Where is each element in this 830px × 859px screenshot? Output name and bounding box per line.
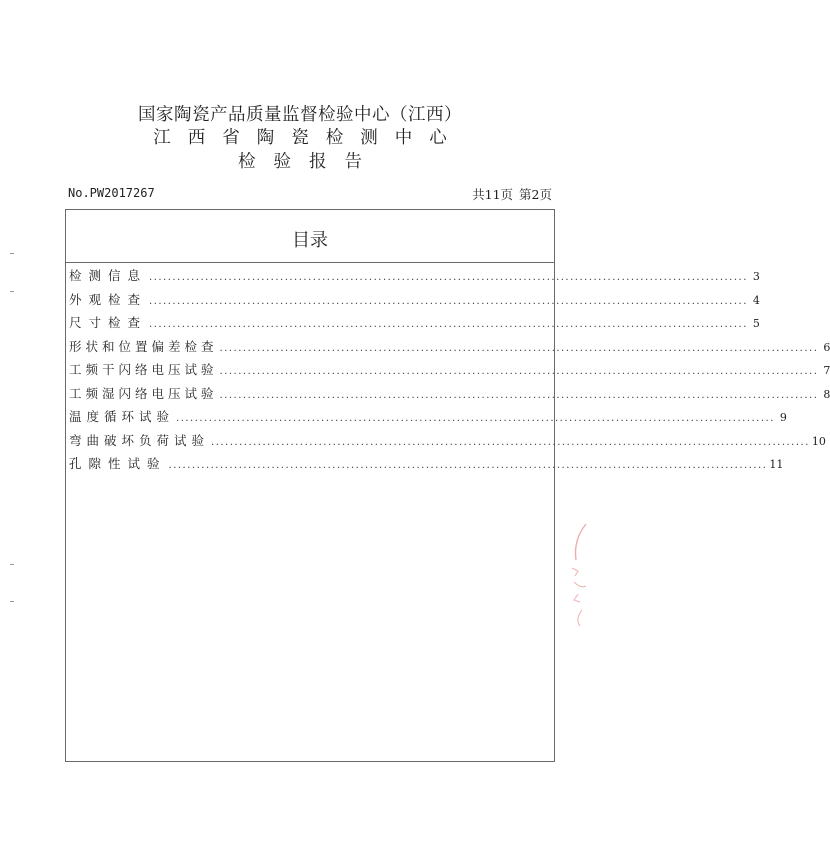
binding-margin-mark xyxy=(10,291,14,292)
toc-item xyxy=(69,407,787,431)
toc-item-label: 孔隙性试验 xyxy=(69,456,167,471)
toc-item xyxy=(69,266,760,290)
toc-leader-dots: ................................................................................................................................ xyxy=(211,436,810,448)
page-info xyxy=(472,185,552,203)
toc-divider xyxy=(66,262,554,263)
toc-item-page: 3 xyxy=(752,270,760,283)
toc-item-label: 温度循环试验 xyxy=(69,409,175,424)
toc-leader-dots: ................................................................................................................................ xyxy=(219,366,819,377)
binding-margin-mark xyxy=(10,564,14,565)
toc-item-page: 7 xyxy=(823,364,830,377)
toc-item xyxy=(69,290,760,314)
toc-item xyxy=(69,384,830,408)
toc-item-label: 工频湿闪络电压试验 xyxy=(69,385,218,401)
toc-item-page: 4 xyxy=(752,293,760,307)
toc-item xyxy=(69,360,830,384)
toc-item-page: 9 xyxy=(779,411,787,424)
toc-leader-dots: ................................................................................................................................ xyxy=(219,342,819,354)
toc-item xyxy=(69,313,760,337)
toc-item-label: 形状和位置偏差检查 xyxy=(69,338,218,354)
toc-item-label: 检测信息 xyxy=(69,268,148,283)
toc-item xyxy=(69,337,830,361)
report-number: No.PW2017267 xyxy=(68,186,155,200)
toc-leader-dots: ................................................................................................................................ xyxy=(149,272,748,283)
toc-leader-dots: ................................................................................................................................ xyxy=(149,295,748,307)
total-pages: 共11页 xyxy=(472,187,514,202)
toc-item xyxy=(69,431,826,455)
toc-leader-dots: ................................................................................................................................ xyxy=(149,319,748,330)
toc-item xyxy=(69,454,784,478)
toc-leader-dots: ................................................................................................................................ xyxy=(168,460,768,471)
toc-list xyxy=(69,266,830,478)
toc-item-label: 工频干闪络电压试验 xyxy=(69,362,218,377)
toc-item-label: 外观检查 xyxy=(69,291,148,307)
binding-margin-mark xyxy=(10,601,14,602)
report-org-name: 国家陶瓷产品质量监督检验中心（江西） xyxy=(138,105,462,125)
toc-leader-dots: ................................................................................................................................ xyxy=(219,389,819,401)
toc-frame xyxy=(65,209,830,762)
seal-stamp-fragment xyxy=(564,520,594,630)
toc-item-label: 尺寸检查 xyxy=(69,315,148,330)
toc-item-page: 5 xyxy=(752,317,760,330)
toc-leader-dots: ................................................................................................................................ xyxy=(176,413,775,424)
toc-item-page: 6 xyxy=(823,340,830,354)
report-title: 检验报告 xyxy=(238,152,380,172)
toc-item-page: 10 xyxy=(811,434,826,448)
toc-item-label: 弯曲破坏负荷试验 xyxy=(69,432,210,448)
toc-title: 目录 xyxy=(292,230,328,251)
report-center-name: 江西省陶瓷检测中心 xyxy=(153,128,464,148)
toc-item-page: 8 xyxy=(823,387,830,401)
current-page: 第2页 xyxy=(519,187,552,202)
binding-margin-mark xyxy=(10,253,14,254)
toc-item-page: 11 xyxy=(769,458,784,471)
